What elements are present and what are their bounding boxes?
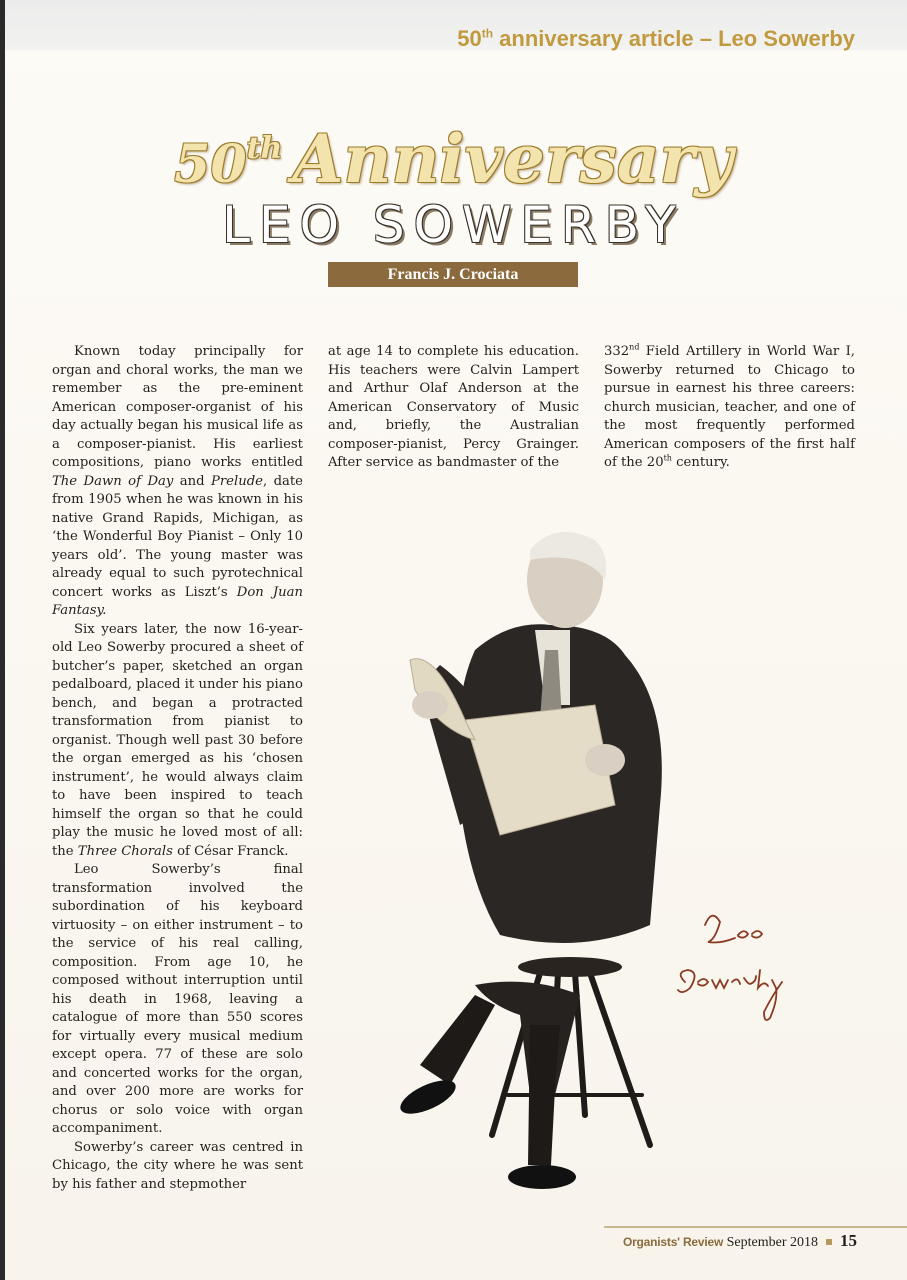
stool-leg — [590, 973, 650, 1145]
magazine-name: Organists' Review — [622, 1235, 724, 1249]
text-run: Known today principally for organ and choral works, the man we remember as the pre-eminent American composer-organist of his day actually began his musical life as a composer-pianist. His earliest compositions, piano works entitled — [52, 344, 303, 470]
text-run: century. — [671, 455, 730, 470]
crossed-leg — [420, 995, 495, 1085]
issue-date: September 2018 — [726, 1235, 818, 1250]
portrait-photo — [380, 505, 720, 1225]
stool-seat — [518, 957, 622, 977]
paragraph — [52, 343, 303, 621]
signature-image — [660, 900, 800, 1040]
anniversary-word: Anniversary — [292, 120, 733, 198]
right-hand — [585, 744, 625, 776]
running-header-sup: th — [481, 26, 494, 41]
italic-title: Three Chorals — [77, 843, 173, 859]
article-title: LEO SOWERBY — [222, 196, 685, 254]
author-byline: Francis J. Crociata — [328, 262, 578, 287]
footer-bullet — [826, 1239, 832, 1245]
running-header — [457, 26, 855, 52]
text-run: 332 — [604, 344, 630, 359]
paragraph: at age 14 to complete his education. His teachers were Calvin Lampert and Arthur Olaf Anderson at the American Conservatory of Music and, briefly, the Australian composer-pianist, Percy Grainger. After service as bandmaster of the — [328, 344, 579, 470]
text-run: Field Artillery in World War I, Sowerby returned to Chicago to pursue in earnest his three careers: church musician, teacher, and one of the most frequently performed American composers of the first half of the 20 — [604, 344, 855, 470]
text-run: Six years later, the now 16-year-old Leo Sowerby procured a sheet of butcher’s paper, sketched an organ pedalboard, placed it under his piano bench, and began a protracted transformation from pianist to organist. Though well past 30 before the organ emerged as his ‘chosen instrument’, he would always claim to have been inspired to teach himself the organ so that he could play the music he loved most of all: the — [52, 621, 303, 859]
anniversary-heading — [0, 120, 907, 198]
ordinal-sup: nd — [629, 342, 640, 352]
running-header-text: anniversary article – Leo Sowerby — [493, 26, 855, 51]
footer-rule — [604, 1226, 907, 1228]
text-column-2 — [328, 343, 579, 473]
text-run: , date from 1905 when he was known in his native Grand Rapids, Michigan, as ‘the Wonderful Boy Pianist – Only 10 years old’. The young master was already equal to such pyrotechnical concert works as Liszt’s — [52, 473, 303, 600]
text-run: and — [173, 473, 211, 489]
paragraph: Leo Sowerby’s final transformation involved the subordination of his keyboard virtuosity – on either instrument – to the service of his real calling, composition. From age 10, he composed without interruption until his death in 1968, leaving a catalogue of more than 550 scores for virtually every musical medium except opera. 77 of these are solo and concerted works for the organ, and over 200 more are works for chorus or solo voice with organ accompaniment. — [52, 862, 303, 1136]
left-hand — [412, 691, 448, 719]
ordinal-sup: th — [663, 453, 672, 463]
text-column-3 — [604, 343, 855, 473]
anniversary-number: 50 — [174, 134, 247, 195]
italic-title: The Dawn of Day — [52, 473, 174, 489]
trouser-upper-leg — [475, 982, 580, 1095]
paragraph — [604, 343, 855, 473]
anniversary-number-sup: th — [246, 131, 283, 166]
paragraph: Sowerby’s career was centred in Chicago, the city where he was sent by his father and stepmother — [52, 1139, 303, 1192]
paragraph — [52, 621, 303, 862]
italic-title: Prelude — [211, 473, 263, 489]
running-header-number: 50 — [457, 26, 482, 51]
text-column-1 — [52, 343, 303, 1194]
text-run: of César Franck. — [172, 843, 289, 859]
shoe — [508, 1165, 576, 1189]
page-footer — [623, 1231, 857, 1251]
italic-title: Don Juan Fantasy. — [52, 584, 303, 618]
page-number: 15 — [840, 1231, 857, 1250]
